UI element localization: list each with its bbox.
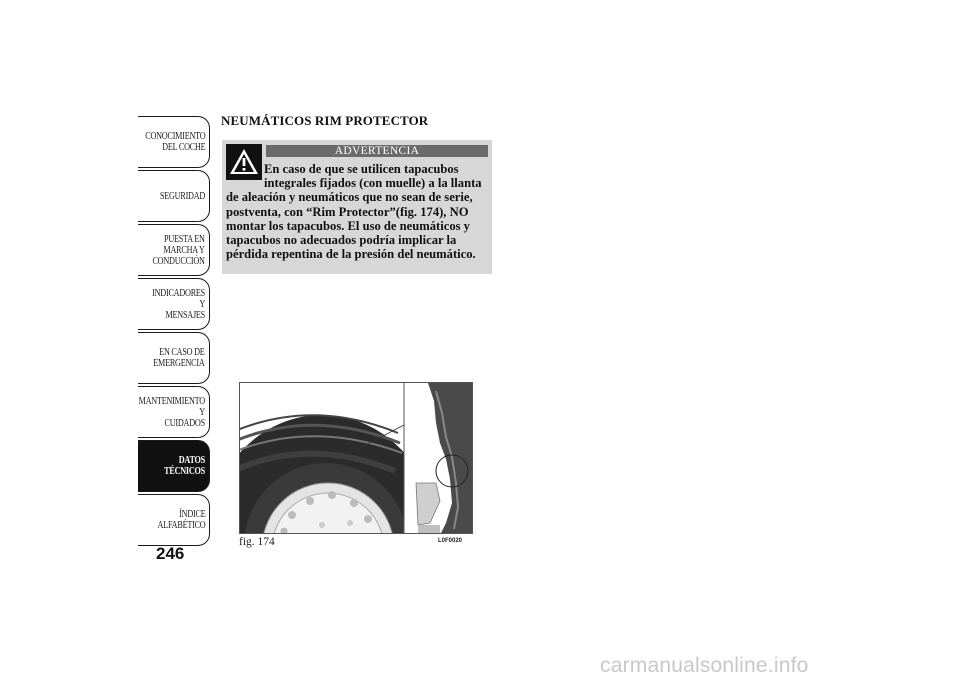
tab-seguridad[interactable] [138, 170, 210, 222]
warning-text: En caso de que se utilicen tapacubos integrales fijados (con muelle) a la llanta de aleación y neumáticos que no sean de serie, postventa, con “Rim Protector”(fig. 174), NO montar los tapacubos. El uso de neumáticos y tapacubos no adecuados podría implicar la pérdida repentina de la presión del neumático. [226, 162, 482, 262]
tire-illustration [240, 383, 473, 534]
tab-label: MANTENIMIENTO Y CUIDADOS [138, 395, 205, 429]
tab-label: ÍNDICE ALFABÉTICO [157, 509, 205, 531]
tab-puesta-en-marcha[interactable] [138, 224, 210, 276]
figure-rim-protector [239, 382, 473, 534]
section-title: NEUMÁTICOS RIM PROTECTOR [221, 113, 429, 128]
tab-mantenimiento-y-cuidados[interactable] [138, 386, 210, 438]
page-number: 246 [156, 544, 185, 563]
tab-indice-alfabetico[interactable] [138, 494, 210, 546]
tab-datos-tecnicos[interactable] [138, 440, 210, 492]
tab-label: EN CASO DE EMERGENCIA [153, 347, 205, 369]
warning-box [222, 140, 492, 274]
tab-label: INDICADORES Y MENSAJES [152, 287, 205, 321]
tab-label: DATOS TÉCNICOS [164, 455, 205, 477]
watermark: carmanualsonline.info [600, 654, 809, 677]
tab-label: CONOCIMIENTO DEL COCHE [144, 131, 205, 153]
figure-caption: fig. 174 [239, 536, 275, 548]
figure-code: L0F0020 [438, 538, 463, 544]
warning-text-block [226, 162, 490, 261]
warning-header: ADVERTENCIA [266, 145, 488, 157]
tab-label: PUESTA EN MARCHA Y CONDUCCIÓN [152, 233, 205, 267]
tab-indicadores-y-mensajes[interactable] [138, 278, 210, 330]
tab-label: SEGURIDAD [159, 190, 205, 202]
tab-conocimiento-del-coche[interactable] [138, 116, 210, 168]
tab-en-caso-de-emergencia[interactable] [138, 332, 210, 384]
